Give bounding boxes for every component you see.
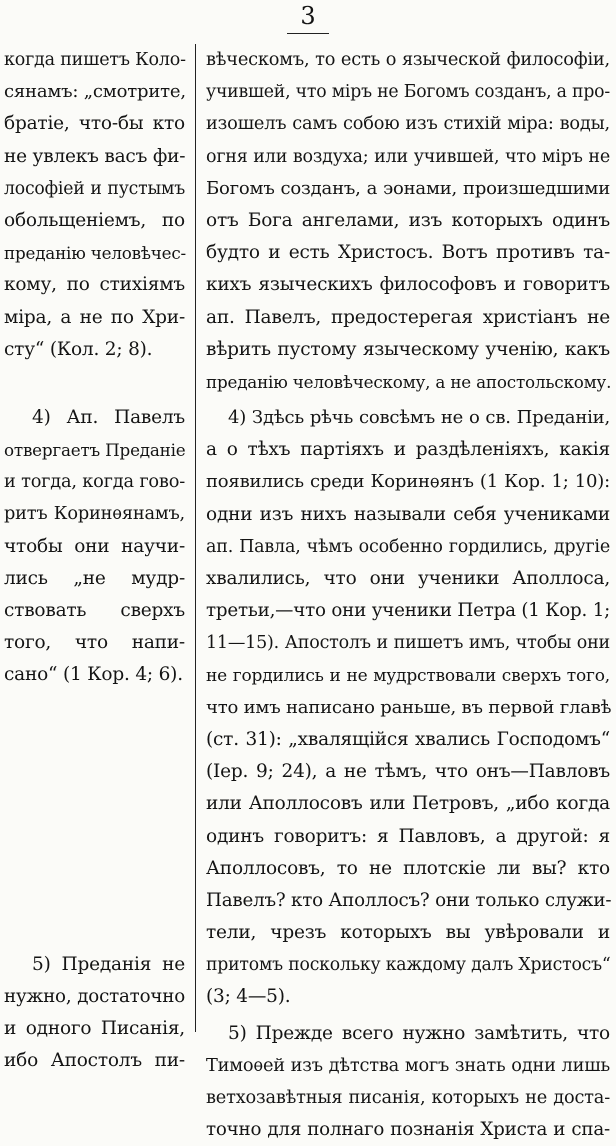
text-line: огня или воздуха; или учившей, что міръ не [206,146,610,167]
text-line: появились среди Коринѳянъ (1 Кор. 1; 10): [206,471,610,493]
text-line: Павелъ? кто Аполлосъ? они только служи- [206,889,612,911]
text-line: Аполлосовъ, то не плотскіе ли вы? кто [206,857,610,879]
text-line: 5) Прежде всего нужно замѣтить, что [228,1022,610,1044]
page-number-rule [287,33,329,34]
text-line: когда пишетъ Коло- [4,50,186,70]
text-line: лософіей и пустымъ [4,178,185,199]
text-line: не увлекъ васъ фи- [4,145,186,167]
text-line: того, что напи- [4,632,185,654]
text-line: что имъ написано раньше, въ первой главѣ [206,696,612,718]
text-line: (Іер. 9; 24), а не тѣмъ, что онъ—Павловъ [206,761,610,783]
text-line: не гордились и не мудрствовали сверхъ того, [206,665,610,686]
column-divider [195,44,196,1032]
text-line: и одного Писанія, [4,1017,185,1039]
text-line: сянамъ: „смотрите, [4,81,186,103]
text-line: вѣческомъ, то есть о языческой философіи, [206,50,610,70]
text-line: братіе, что-бы кто [4,113,185,135]
text-line: чтобы они научи- [4,535,185,557]
page-number: 3 [300,2,316,30]
text-line: притомъ поскольку каждому далъ Христосъ“ [206,955,611,976]
text-line: ствовать сверхъ [4,600,185,621]
text-line: 4) Ап. Павелъ [32,406,185,428]
text-line: ритъ Коринѳянамъ, [4,504,185,525]
text-line: кому, по стихіямъ [4,274,185,296]
text-line: хвалились, что они ученики Аполлоса, [206,568,610,589]
text-line: сту“ (Кол. 2; 8). [4,338,153,360]
right-paragraph-3 [206,1018,610,1146]
text-line: ибо Апостолъ пи- [4,1050,185,1072]
text-line: изошелъ самъ собою изъ стихій міра: воды, [206,114,610,135]
left-paragraph-2 [4,402,185,692]
text-line: ветхозавѣтныя писанія, которыхъ не доста- [206,1088,610,1108]
text-line: одинъ говоритъ: я Павловъ, а другой: я [206,825,610,847]
text-line: преданію человѣчес- [4,243,186,264]
text-line: будто и есть Христосъ. Вотъ противъ та- [206,242,610,264]
text-line: учившей, что міръ не Богомъ созданъ, а про- [206,82,610,103]
text-line: 5) Преданія не [32,953,185,975]
text-line: точно для полнаго познанія Христа и спа- [206,1119,610,1141]
text-line: Богомъ созданъ, а эонами, произшедшими [206,177,610,199]
right-column [206,44,610,1146]
text-line: отвергаетъ Преданіе [4,440,186,461]
left-paragraph-1 [4,44,185,366]
text-line: ап. Павелъ, предостерегая христіанъ не [206,306,610,328]
text-line: а о тѣхъ партіяхъ и раздѣленіяхъ, какія [206,439,610,461]
text-line: обольщеніемъ, по [4,209,185,231]
text-line: вѣрить пустому языческому ученію, какъ [206,338,610,360]
text-line: сано“ (1 Кор. 4; 6). [4,664,183,686]
left-column [4,44,185,1077]
text-line: 11—15). Апостолъ и пишетъ имъ, чтобы они [206,633,610,654]
text-line: одни изъ нихъ называли себя учениками [206,503,610,525]
text-line: 4) Здѣсь рѣчь совсѣмъ не о св. Преданіи, [228,407,610,429]
text-line: отъ Бога ангелами, изъ которыхъ одинъ [206,209,610,231]
text-line: и тогда, когда гово- [4,472,185,493]
text-line: преданію человѣческому, а не апостольскому. [206,371,612,392]
text-line: третьи,—что они ученики Петра (1 Кор. 1; [206,600,611,622]
text-line: Тимоѳей изъ дѣтства могъ знать одни лишь [206,1055,610,1076]
text-line: тели, чрезъ которыхъ вы увѣровали и [206,922,610,944]
right-paragraph-1 [206,44,610,398]
text-line: нужно, достаточно [4,985,185,1007]
text-line: кихъ языческихъ философовъ и говоритъ [206,274,610,296]
left-paragraph-3 [4,949,185,1078]
text-line: лись „не мудр- [4,567,185,589]
text-line: (ст. 31): „хвалящійся хвались Господомъ“ [206,728,610,750]
text-line: или Аполлосовъ или Петровъ, „ибо когда [206,793,610,815]
text-line: (3; 4—5). [206,986,291,1008]
right-paragraph-2 [206,402,610,1014]
text-line: міра, а не по Хри- [4,306,185,328]
text-line: ап. Павла, чѣмъ особенно гордились, другіе [206,536,610,557]
